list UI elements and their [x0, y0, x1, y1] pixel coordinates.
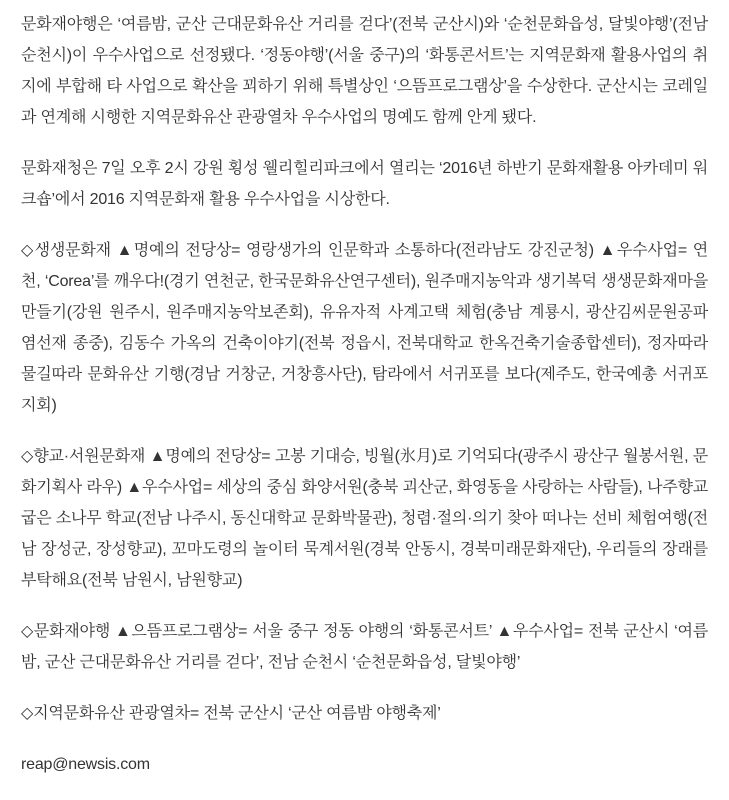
article-paragraph-announcement: 문화재청은 7일 오후 2시 강원 횡성 웰리힐리파크에서 열리는 ‘2016년 하반기 문화재활용 아카데미 워크숍’에서 2016 지역문화재 활용 우수사업을 시상한다. [21, 160, 708, 208]
article-paragraph-saengsaeng-munhwajae: ◇생생문화재 ▲명예의 전당상= 영랑생가의 인문학과 소통하다(전라남도 강진군청) ▲우수사업= 연천, ‘Corea’를 깨우다!(경기 연천군, 한국문화유산연구센터), 원주매지농악과 생기복덕 생생문화재마을 만들기(강원 원주시, 원주매지농악보존회), 유유자적 사계고택 체험(충남 계룡시, 광산김씨문원공파 염선재 종중), 김동수 가옥의 건축이야기(전북 정읍시, 전북대학교 한옥건축기술종합센터), 정자따라 물길따라 문화유산 기행(경남 거창군, 거창흥사단), 탐라에서 서귀포를 보다(제주도, 한국예총 서귀포지회) [21, 242, 708, 414]
article-paragraph-tourist-train: ◇지역문화유산 관광열차= 전북 군산시 ‘군산 여름밤 야행축제’ [21, 705, 441, 722]
article-paragraph-munhwajae-yahaeng: ◇문화재야행 ▲으뜸프로그램상= 서울 중구 정동 야행의 ‘화통콘서트’ ▲우수사업= 전북 군산시 ‘여름밤, 군산 근대문화유산 거리를 걷다’, 전남 순천시 ‘순천문화읍성, 달빛야행’ [21, 623, 708, 671]
article-paragraph-summary: 문화재야행은 ‘여름밤, 군산 근대문화유산 거리를 걷다’(전북 군산시)와 ‘순천문화읍성, 달빛야행’(전남 순천시)이 우수사업으로 선정됐다. ‘정동야행’(서울 중구)의 ‘화통콘서트’는 지역문화재 활용사업의 취지에 부합해 타 사업으로 확산을 꾀하기 위해 특별상인 ‘으뜸프로그램상’을 수상한다. 군산시는 코레일과 연계해 시행한 지역문화유산 관광열차 우수사업의 명예도 함께 안게 됐다. [21, 16, 708, 126]
author-email: reap@newsis.com [21, 756, 150, 773]
article-paragraph-hyanggyo-seowon: ◇향교·서원문화재 ▲명예의 전당상= 고봉 기대승, 빙월(氷月)로 기억되다(광주시 광산구 월봉서원, 문화기획사 라우) ▲우수사업= 세상의 중심 화양서원(충북 괴산군, 화영동을 사랑하는 사람들), 나주향교 굽은 소나무 학교(전남 나주시, 동신대학교 문화박물관), 청렴·절의·의기 찾아 떠나는 선비 체험여행(전남 장성군, 장성향교), 꼬마도령의 놀이터 묵계서원(경북 안동시, 경북미래문화재단), 우리들의 장래를 부탁해요(전북 남원시, 남원향교) [21, 448, 708, 589]
